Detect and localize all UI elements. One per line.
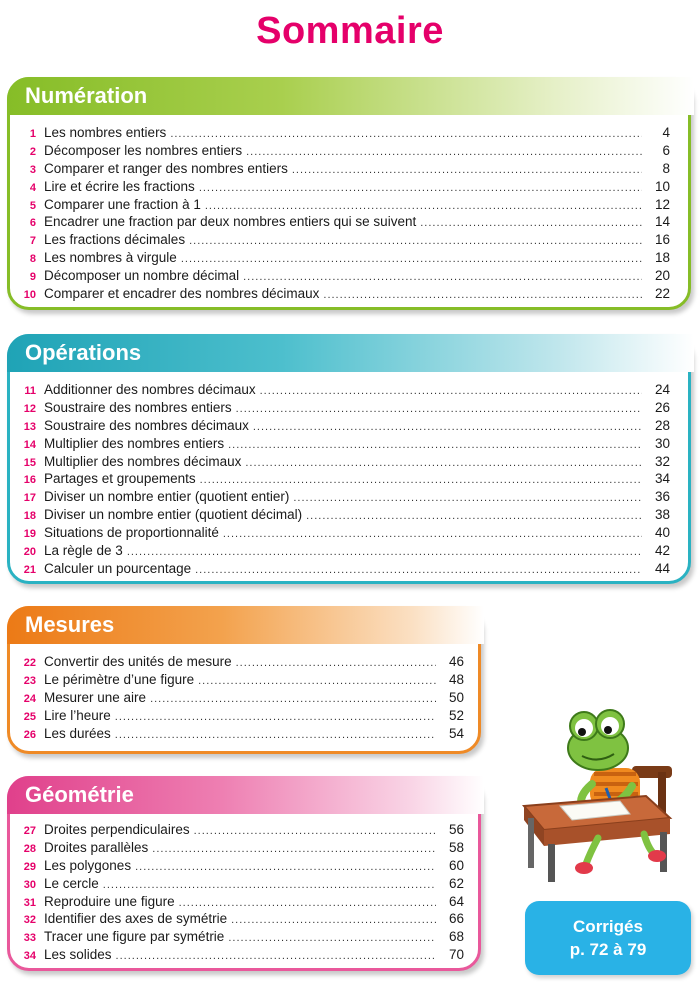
toc-entry-title: Multiplier des nombres entiers <box>44 435 225 451</box>
toc-entry <box>20 561 670 579</box>
dot-leader <box>245 457 642 469</box>
dot-leader <box>115 729 436 741</box>
toc-entry-page: 34 <box>654 471 670 487</box>
section-header: Opérations <box>7 334 694 372</box>
desk-leg <box>528 818 534 868</box>
toc-entry-title: Comparer et encadrer des nombres décimaux <box>44 286 320 302</box>
toc-entry-number: 5 <box>29 199 36 212</box>
toc-entry <box>20 436 670 454</box>
toc-entry-title: Partages et groupements <box>44 471 196 487</box>
toc-entry-number: 14 <box>23 438 36 451</box>
toc-entry <box>20 268 670 286</box>
toc-entry-title: Encadrer une fraction par deux nombres entiers qui se suivent <box>44 214 417 230</box>
answers-box <box>525 901 691 975</box>
toc-entry-title: Droites parallèles <box>44 839 149 855</box>
toc-entry <box>20 654 464 672</box>
toc-entry-title: Additionner des nombres décimaux <box>44 382 256 397</box>
toc-entry-title: Les polygones <box>44 857 132 873</box>
toc-entry-number: 16 <box>23 474 36 487</box>
toc-entry <box>20 179 670 197</box>
dot-leader <box>293 492 642 504</box>
toc-entry-title: Les solides <box>44 947 112 963</box>
toc-entry-number: 2 <box>29 145 36 158</box>
toc-entry-number: 21 <box>23 563 36 576</box>
toc-entry-number: 22 <box>23 657 36 669</box>
toc-entry-title: Calculer un pourcentage <box>44 560 192 576</box>
toc-entry <box>20 214 670 232</box>
toc-entry-page: 44 <box>654 560 670 576</box>
shoe-left <box>575 862 593 874</box>
toc-entry-number: 6 <box>29 217 36 230</box>
toc-entry-page: 50 <box>448 689 464 705</box>
toc-entry-page: 58 <box>448 839 464 855</box>
toc-entry-title: Les durées <box>44 725 111 741</box>
dot-leader <box>243 271 642 283</box>
toc-entry-title: Décomposer les nombres entiers <box>44 142 243 158</box>
dot-leader <box>205 200 642 212</box>
toc-entry-page: 68 <box>448 929 464 945</box>
toc-entry-number: 8 <box>29 253 36 266</box>
toc-list <box>20 125 670 304</box>
toc-entry-number: 27 <box>23 825 36 837</box>
toc-entry-title: Comparer et ranger des nombres entiers <box>44 160 288 176</box>
toc-entry-page: 12 <box>654 196 670 212</box>
toc-entry-number: 13 <box>23 420 36 433</box>
toc-entry-page: 70 <box>448 947 464 963</box>
dot-leader <box>236 403 642 415</box>
toc-entry-number: 10 <box>23 289 36 302</box>
desk-leg <box>548 844 555 882</box>
toc-entry-page: 18 <box>654 250 670 266</box>
toc-entry-title: Lire l’heure <box>44 707 111 723</box>
toc-entry <box>20 418 670 436</box>
toc-entry-number: 12 <box>23 402 36 415</box>
toc-entry-number: 9 <box>29 271 36 284</box>
dot-leader <box>194 825 436 837</box>
toc-entry-page: 20 <box>654 268 670 284</box>
toc-entry-title: Soustraire des nombres décimaux <box>44 417 249 433</box>
toc-entry <box>20 143 670 161</box>
toc-entry <box>20 471 670 489</box>
toc-entry-page: 48 <box>448 671 464 687</box>
toc-entry-number: 28 <box>23 842 36 855</box>
toc-entry-number: 29 <box>23 860 36 873</box>
toc-entry-title: Diviser un nombre entier (quotient décimal) <box>44 507 303 523</box>
toc-entry-page: 10 <box>654 178 670 194</box>
toc-entry <box>20 543 670 561</box>
dot-leader <box>135 861 436 873</box>
toc-entry-title: Tracer une figure par symétrie <box>44 929 225 945</box>
toc-entry-number: 34 <box>23 950 36 963</box>
dot-leader <box>420 217 642 229</box>
answers-label: Corrigés <box>573 917 643 936</box>
toc-entry-number: 4 <box>29 181 36 194</box>
dot-leader <box>152 843 436 855</box>
toc-entry-page: 28 <box>654 417 670 433</box>
toc-entry <box>20 197 670 215</box>
dot-leader <box>115 711 436 723</box>
toc-entry-page: 38 <box>654 507 670 523</box>
toc-entry <box>20 382 670 400</box>
toc-entry-title: Situations de proportionnalité <box>44 525 219 541</box>
toc-entry-number: 25 <box>23 710 36 723</box>
toc-entry-page: 32 <box>654 453 670 469</box>
toc-entry-number: 32 <box>23 914 36 927</box>
toc-entry <box>20 454 670 472</box>
pupil-left <box>578 728 586 736</box>
toc-entry-title: Les nombres entiers <box>44 125 167 140</box>
toc-entry <box>20 250 670 268</box>
toc-entry <box>20 672 464 690</box>
dot-leader <box>228 439 642 451</box>
toc-entry <box>20 161 670 179</box>
toc-entry-page: 54 <box>448 725 464 741</box>
toc-entry-number: 1 <box>29 128 36 140</box>
toc-entry <box>20 708 464 726</box>
toc-entry-number: 23 <box>23 674 36 687</box>
section-mesures <box>7 606 481 754</box>
dot-leader <box>189 235 642 247</box>
toc-entry-title: Décomposer un nombre décimal <box>44 268 240 284</box>
toc-entry <box>20 525 670 543</box>
toc-entry-page: 30 <box>654 435 670 451</box>
toc-entry-page: 24 <box>654 382 670 397</box>
toc-entry-page: 26 <box>654 399 670 415</box>
frog-leg-left <box>586 838 598 864</box>
dot-leader <box>236 657 436 669</box>
section-operations <box>7 334 691 584</box>
toc-entry-title: Les nombres à virgule <box>44 250 177 266</box>
section-numeration <box>7 77 691 310</box>
frog-mascot-at-desk-icon <box>520 688 690 884</box>
toc-entry-title: Comparer une fraction à 1 <box>44 196 201 212</box>
toc-entry-number: 31 <box>23 896 36 909</box>
toc-entry-page: 52 <box>448 707 464 723</box>
toc-entry <box>20 400 670 418</box>
toc-entry-page: 4 <box>662 125 670 140</box>
toc-entry-page: 66 <box>448 911 464 927</box>
dot-leader <box>223 528 642 540</box>
toc-entry-number: 7 <box>29 235 36 248</box>
dot-leader <box>292 164 642 176</box>
dot-leader <box>253 421 642 433</box>
dot-leader <box>246 146 642 158</box>
toc-entry-page: 36 <box>654 489 670 505</box>
toc-entry-page: 46 <box>448 654 464 669</box>
toc-entry-title: Mesurer une aire <box>44 689 147 705</box>
section-header: Géométrie <box>7 776 484 814</box>
toc-entry <box>20 690 464 708</box>
toc-entry <box>20 125 670 143</box>
toc-entry <box>20 894 464 912</box>
toc-entry-page: 14 <box>654 214 670 230</box>
toc-entry-title: Diviser un nombre entier (quotient entier) <box>44 489 290 505</box>
toc-entry <box>20 822 464 840</box>
dot-leader <box>199 182 642 194</box>
dot-leader <box>195 564 642 576</box>
toc-entry-number: 33 <box>23 932 36 945</box>
dot-leader <box>200 474 642 486</box>
toc-entry-page: 60 <box>448 857 464 873</box>
toc-entry-title: Multiplier des nombres décimaux <box>44 453 242 469</box>
toc-entry-page: 42 <box>654 543 670 559</box>
dot-leader <box>127 546 642 558</box>
toc-list <box>20 822 464 965</box>
dot-leader <box>306 510 642 522</box>
toc-entry-title: Le périmètre d’une figure <box>44 671 195 687</box>
toc-entry-title: Droites perpendiculaires <box>44 822 190 837</box>
toc-entry-number: 18 <box>23 510 36 523</box>
dot-leader <box>116 950 436 962</box>
toc-entry-page: 6 <box>662 142 670 158</box>
toc-entry <box>20 947 464 965</box>
toc-entry <box>20 876 464 894</box>
shoe-right <box>648 850 666 862</box>
dot-leader <box>150 693 436 705</box>
dot-leader <box>170 128 642 140</box>
toc-entry <box>20 858 464 876</box>
toc-list <box>20 382 670 579</box>
toc-entry-number: 20 <box>23 546 36 559</box>
toc-entry-title: Lire et écrire les fractions <box>44 178 195 194</box>
toc-entry <box>20 489 670 507</box>
toc-entry-page: 8 <box>662 160 670 176</box>
toc-entry-page: 62 <box>448 875 464 891</box>
toc-entry-number: 17 <box>23 492 36 505</box>
toc-entry-number: 30 <box>23 878 36 891</box>
pupil-right <box>604 726 612 734</box>
toc-entry-page: 40 <box>654 525 670 541</box>
toc-entry-number: 24 <box>23 692 36 705</box>
toc-entry-page: 64 <box>448 893 464 909</box>
toc-entry-title: Les fractions décimales <box>44 232 186 248</box>
toc-list <box>20 654 464 743</box>
toc-entry-number: 11 <box>24 385 36 397</box>
answers-pages: p. 72 à 79 <box>569 940 647 959</box>
section-geometrie <box>7 776 481 971</box>
toc-entry <box>20 232 670 250</box>
dot-leader <box>260 385 642 397</box>
toc-entry-title: Reproduire une figure <box>44 893 175 909</box>
toc-entry-page: 22 <box>654 286 670 302</box>
toc-entry-number: 15 <box>23 456 36 469</box>
toc-entry <box>20 507 670 525</box>
toc-entry <box>20 929 464 947</box>
page-title: Sommaire <box>256 10 444 52</box>
dot-leader <box>323 289 642 301</box>
toc-entry <box>20 911 464 929</box>
section-header: Numération <box>7 77 694 115</box>
toc-entry-title: Convertir des unités de mesure <box>44 654 232 669</box>
dot-leader <box>231 914 436 926</box>
toc-entry-title: Identifier des axes de symétrie <box>44 911 228 927</box>
toc-entry-number: 3 <box>29 163 36 176</box>
toc-entry-title: La règle de 3 <box>44 543 123 559</box>
toc-entry <box>20 840 464 858</box>
dot-leader <box>228 932 436 944</box>
dot-leader <box>181 253 642 265</box>
dot-leader <box>103 879 436 891</box>
dot-leader <box>179 897 436 909</box>
dot-leader <box>198 675 436 687</box>
section-header: Mesures <box>7 606 484 644</box>
toc-entry-page: 56 <box>448 822 464 837</box>
toc-entry-title: Soustraire des nombres entiers <box>44 399 232 415</box>
toc-entry-page: 16 <box>654 232 670 248</box>
toc-entry <box>20 286 670 304</box>
toc-entry-title: Le cercle <box>44 875 99 891</box>
toc-entry-number: 19 <box>23 528 36 541</box>
toc-entry <box>20 726 464 744</box>
toc-entry-number: 26 <box>23 728 36 741</box>
